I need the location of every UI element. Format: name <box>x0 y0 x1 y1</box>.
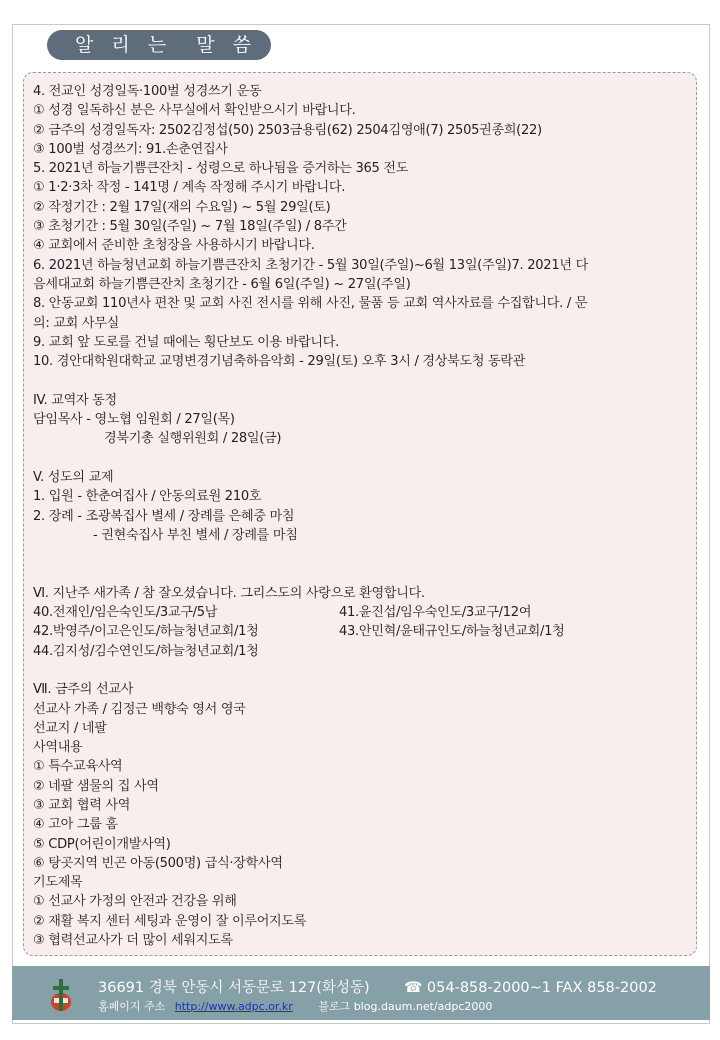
minister-line: 담임목사 - 영노협 임원회 / 27일(목) <box>33 412 235 428</box>
homepage-label: 홈페이지 주소 <box>98 1000 166 1013</box>
newcomer-entry: 42.박영주/이고은인도/하늘청년교회/1청 <box>33 624 259 640</box>
notices-section <box>33 82 696 371</box>
fellowship-section <box>33 468 696 545</box>
notice-line: ④ 교회에서 준비한 초청장을 사용하시기 바랍니다. <box>33 238 315 254</box>
missionary-line: ③ 협력선교사가 더 많이 세워지도록 <box>33 933 233 949</box>
notice-line: 5. 2021년 하늘기쁨큰잔치 - 성령으로 하나됨을 증거하는 365 전도 <box>33 161 409 177</box>
notice-line: 8. 안동교회 110년사 편찬 및 교회 사진 전시를 위해 사진, 물품 등 교회 역사자료를 수집합니다. / 문 <box>33 296 588 312</box>
section-heading: Ⅵ. 지난주 새가족 / 참 잘오셨습니다. 그리스도의 사랑으로 환영합니다. <box>33 585 425 601</box>
newcomers-section <box>33 584 696 661</box>
notice-line: ③ 100벌 성경쓰기: 91.손춘연집사 <box>33 141 228 157</box>
notice-line: 음세대교회 하늘기쁨큰잔치 초청기간 - 6월 6일(주일) ~ 27일(주일) <box>33 276 411 292</box>
notice-line: 9. 교회 앞 도로를 건널 때에는 횡단보도 이용 바랍니다. <box>33 334 339 350</box>
notice-line: 10. 경안대학원대학교 교명변경기념축하음악회 - 29일(토) 오후 3시 / 경상북도청 동락관 <box>33 354 526 370</box>
newcomer-row <box>33 603 696 622</box>
minister-line: 경북기총 실행위원회 / 28일(금) <box>104 431 282 447</box>
footer-bar <box>12 966 710 1020</box>
missionary-line: ① 선교사 가정의 안전과 건강을 위해 <box>33 894 237 910</box>
missionary-line: ⑥ 탕곳지역 빈곤 아동(500명) 급식·장학사역 <box>33 855 283 871</box>
section-heading: V. 성도의 교제 <box>33 469 114 485</box>
fellowship-line: 1. 입원 - 한춘여집사 / 안동의료원 210호 <box>33 489 262 505</box>
blog-address: 블로그 blog.daum.net/adpc2000 <box>318 1000 493 1013</box>
page-title: 알 리 는 말 씀 <box>47 30 271 60</box>
notice-line: ③ 초청기간 : 5월 30일(주일) ~ 7월 18일(주일) / 8주간 <box>33 219 347 235</box>
church-address: 36691 경북 안동시 서동문로 127(화성동) <box>98 980 370 996</box>
missionary-section <box>33 680 696 950</box>
section-heading: IV. 교역자 동정 <box>33 392 117 408</box>
notice-line: ① 1·2·3차 작정 - 141명 / 계속 작정해 주시기 바랍니다. <box>33 180 346 196</box>
footer-web <box>98 998 492 1014</box>
missionary-line: ⑤ CDP(어린이개발사역) <box>33 836 171 852</box>
notice-line: ① 성경 일독하신 분은 사무실에서 확인받으시기 바랍니다. <box>33 103 356 119</box>
church-logo-icon <box>50 978 72 1012</box>
fellowship-line: - 권현숙집사 부친 별세 / 장례를 마침 <box>93 527 298 543</box>
missionary-line: ④ 고아 그룹 홈 <box>33 817 118 833</box>
missionary-line: ③ 교회 협력 사역 <box>33 797 131 813</box>
notice-line: 6. 2021년 하늘청년교회 하늘기쁨큰잔치 초청기간 - 5월 30일(주일)~6월 13일(주일)7. 2021년 다 <box>33 257 588 273</box>
missionary-line: 선교사 가족 / 김정근 백향숙 영서 영국 <box>33 701 246 717</box>
fellowship-line: 2. 장례 - 조광복집사 별세 / 장례를 은혜중 마침 <box>33 508 295 524</box>
newcomer-entry: 41.윤진섭/임우숙인도/3교구/12여 <box>339 605 532 621</box>
newcomer-row <box>33 622 696 641</box>
notice-line: 4. 전교인 성경일독·100벌 성경쓰기 운동 <box>33 84 262 99</box>
notice-line: ② 작정기간 : 2월 17일(재의 수요일) ~ 5월 29일(토) <box>33 199 331 215</box>
notice-line: 의: 교회 사무실 <box>33 315 119 331</box>
missionary-line: ② 네팔 샘물의 집 사역 <box>33 778 159 794</box>
section-heading: Ⅶ. 금주의 선교사 <box>33 682 134 698</box>
notice-line: ② 금주의 성경일독자: 2502김정섭(50) 2503금용림(62) 2504김영애(7) 2505권종희(22) <box>33 122 542 138</box>
missionary-line: 기도제목 <box>33 875 83 891</box>
newcomer-row <box>33 642 696 661</box>
newcomer-entry: 44.김지성/김수연인도/하늘청년교회/1청 <box>33 643 259 659</box>
missionary-line: ① 특수교육사역 <box>33 759 123 775</box>
homepage-link[interactable]: http://www.adpc.or.kr <box>174 1000 293 1013</box>
ministers-section <box>33 391 696 449</box>
missionary-line: 선교지 / 네팔 <box>33 720 107 736</box>
missionary-line: 사역내용 <box>33 740 83 756</box>
church-phone: ☎ 054-858-2000~1 FAX 858-2002 <box>404 980 657 996</box>
footer-contact <box>98 976 657 997</box>
newcomer-entry: 43.안민혁/윤태규인도/하늘청년교회/1청 <box>339 624 565 640</box>
missionary-line: ② 재활 복지 센터 세팅과 운영이 잘 이루어지도록 <box>33 913 307 929</box>
newcomer-entry: 40.전재인/임은숙인도/3교구/5남 <box>33 605 218 621</box>
announcements-box <box>23 72 697 956</box>
